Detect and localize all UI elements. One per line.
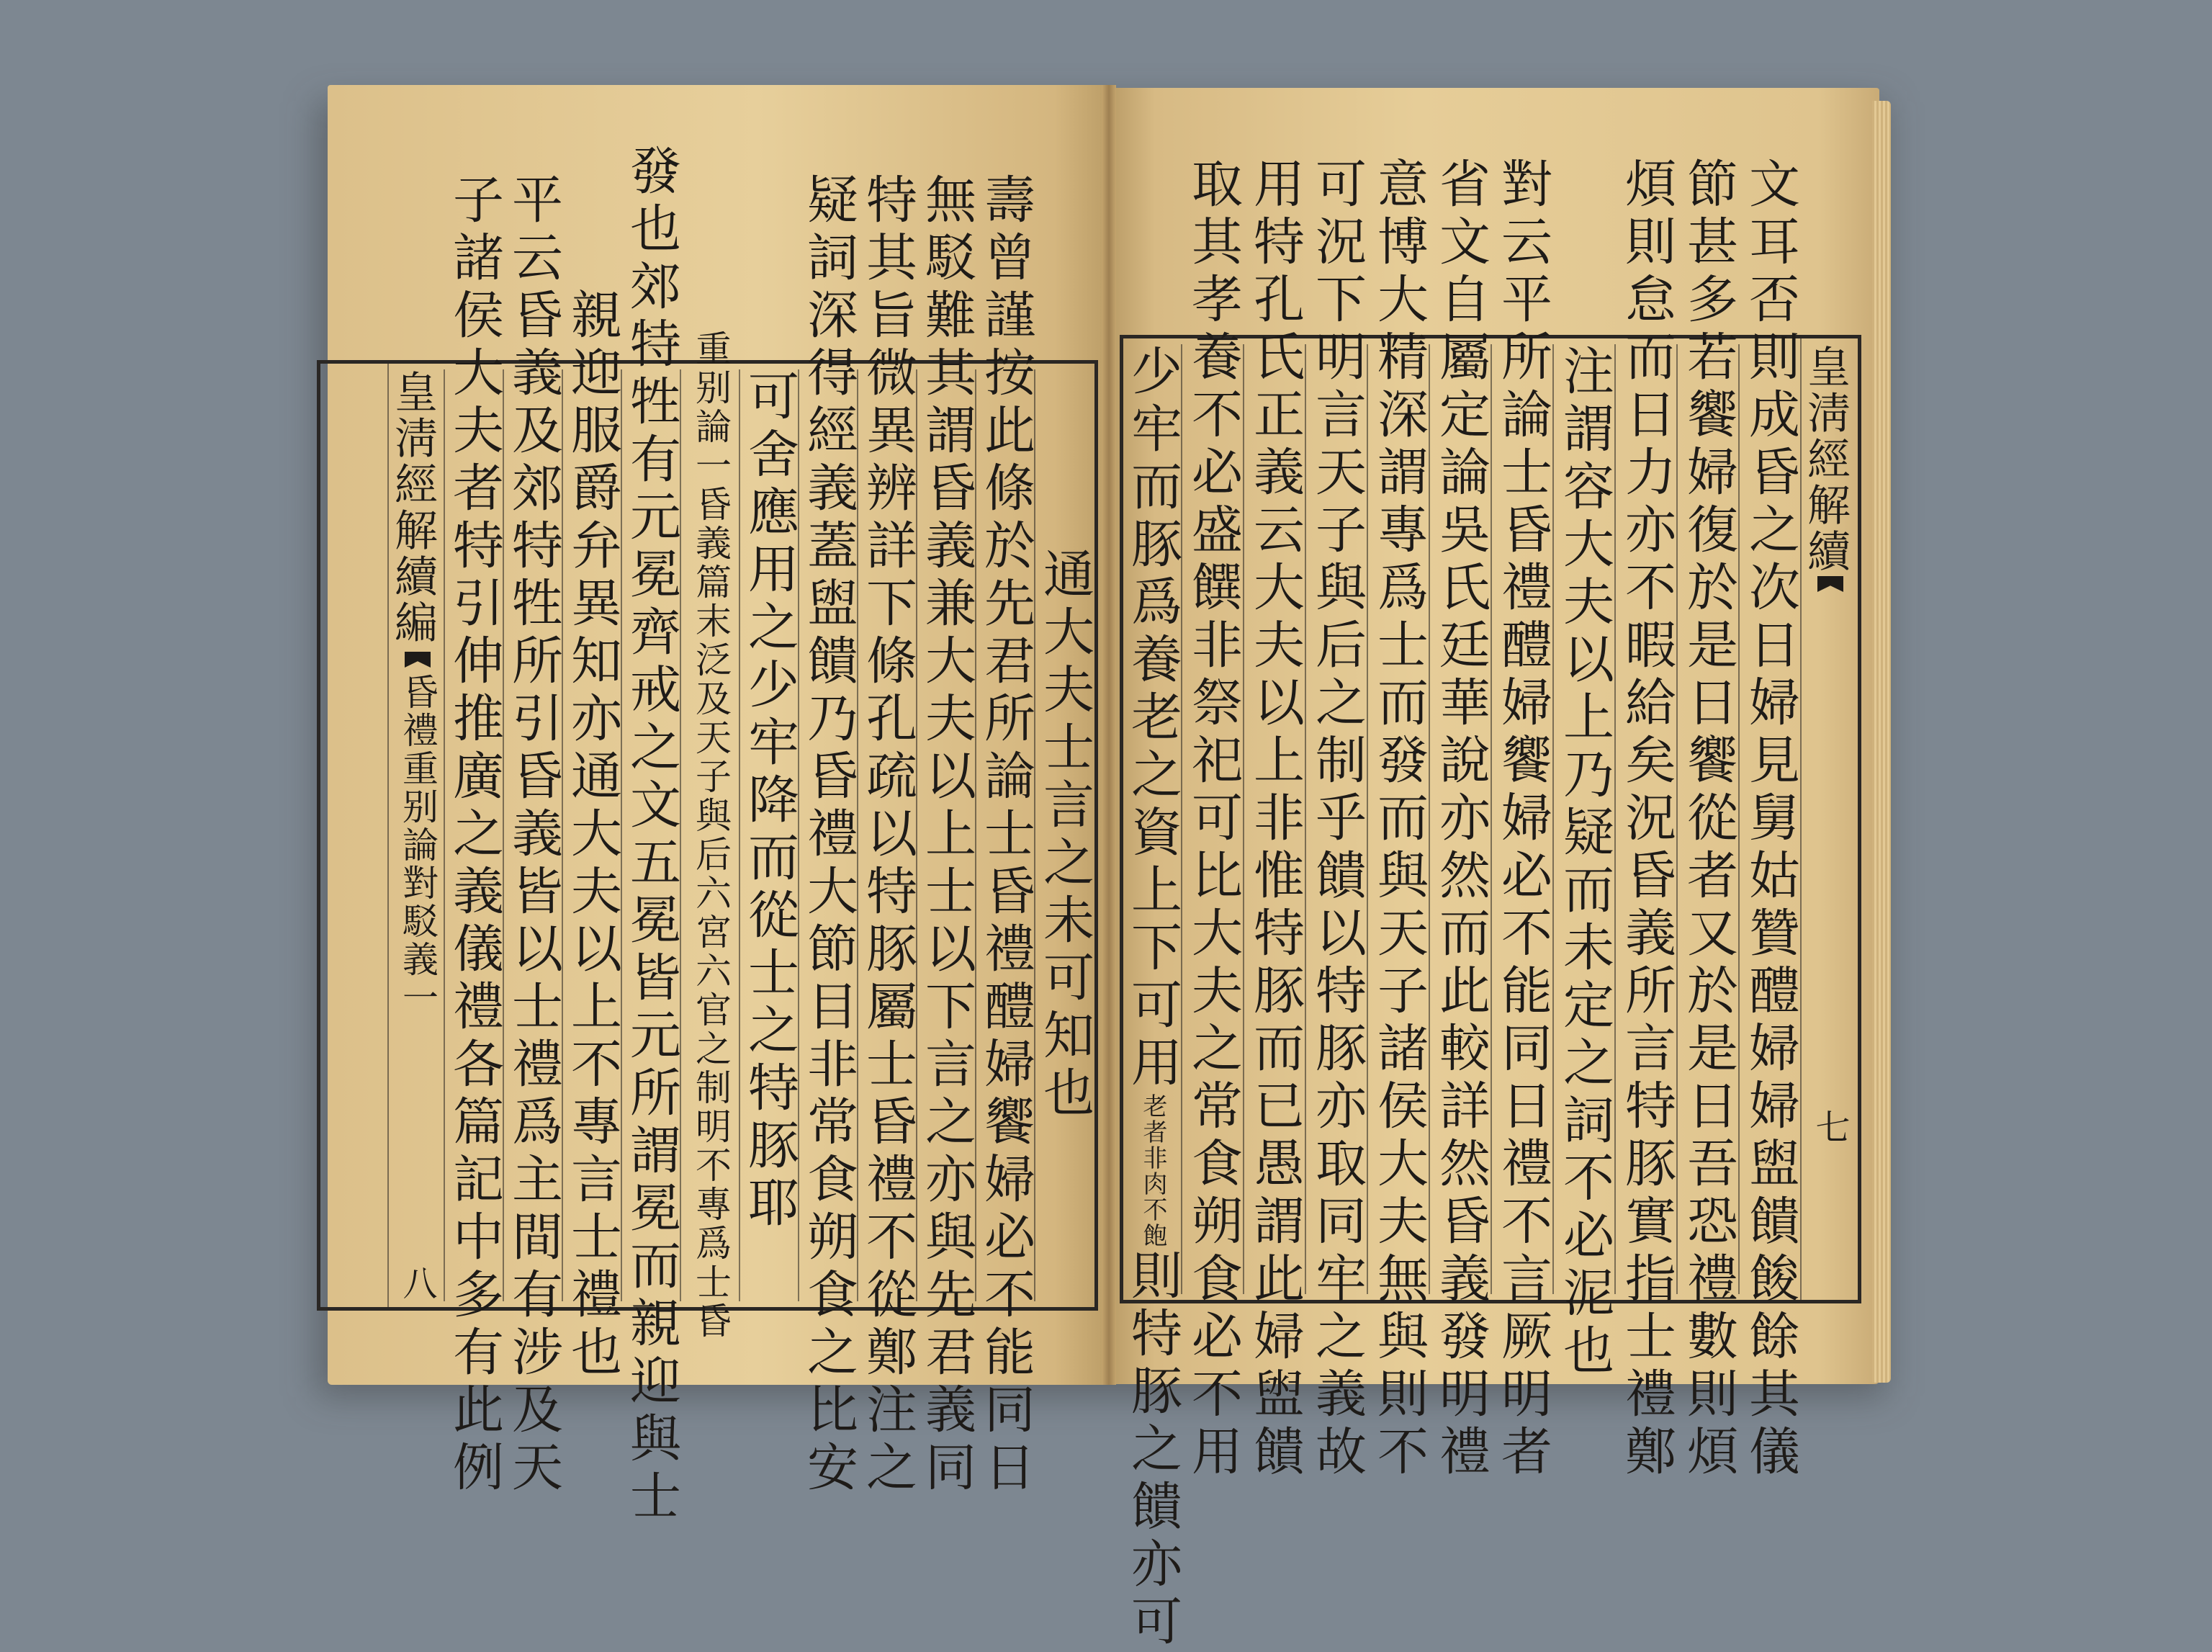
text-column-last xyxy=(1122,344,1183,1652)
text-column: 可舍應用之少牢降而從士之特豚耶 xyxy=(739,369,799,1301)
text-column: 對云平所論士昏禮醴婦饗婦必不能同日禮不言厥明者 xyxy=(1491,344,1554,1294)
interlinear-note: 老者非肉不飽 xyxy=(1138,1093,1167,1249)
text-column: 發也郊特牲有元冕齊戒之文五冕皆元所謂冕而親迎與士 xyxy=(621,144,682,1527)
text-column: 省文自屬定論吳氏廷華說亦然而此較詳然昏義發明禮 xyxy=(1429,344,1492,1294)
left-margin-strip xyxy=(387,364,445,1307)
text-column: 意博大精深謂專爲士而發而與天子諸侯大夫無與則不 xyxy=(1367,344,1430,1294)
text-column: 親迎服爵弁異知亦通大夫以上不專言士禮也 xyxy=(562,288,623,1383)
right-text-frame xyxy=(1120,156,1861,1652)
text-column: 可況下明言天子與后之制乎饋以特豚亦取同牢之義故 xyxy=(1305,344,1368,1294)
text-column: 煩則怠而日力亦不暇給矣況昏義所言特豚實指士禮鄭 xyxy=(1614,344,1678,1294)
text-column: 取其孝養不必盛饌非祭祀可比大夫之常食朔食必不用 xyxy=(1181,344,1244,1294)
text-column: 疑詞深得經義蓋盥饋乃昏禮大節目非常食朔食之比安 xyxy=(799,173,859,1498)
fishtail-mark xyxy=(405,652,431,668)
right-margin-strip xyxy=(1800,338,1858,1300)
text-column: 子諸侯大夫者特引伸推廣之義儀禮各篇記中多有此例 xyxy=(444,173,505,1498)
text-column: 節甚多若饗婦復於是日饗從者又於是日吾恐禮數則煩 xyxy=(1676,344,1740,1294)
book-gutter xyxy=(1102,85,1116,1385)
text-column: 特其旨微異辨詳下條孔疏以特豚屬士昏禮不從鄭注之 xyxy=(858,173,918,1498)
text-column: 通大夫士言之未可知也 xyxy=(1034,369,1094,1301)
page-stack-edge xyxy=(1872,101,1891,1383)
book-title: 皇淸經解續編 xyxy=(387,369,438,646)
text-column: 重别論一昏義篇末泛及天子與后六宮六官之制明不專爲士昏 xyxy=(680,369,740,1301)
book-title: 皇淸經解續 xyxy=(1800,344,1851,575)
text-column: 文耳否則成昏之次日婦見舅姑贊醴婦婦盥饋餕餘其儀 xyxy=(1738,344,1802,1294)
text-column: 無駁難其謂昏義兼大夫以上士以下言之亦與先君義同 xyxy=(917,173,977,1498)
left-text-frame xyxy=(317,144,1098,1527)
column-text-tail: 則特豚之饋亦可 xyxy=(1123,1249,1183,1652)
text-column: 壽曾謹按此條於先君所論士昏禮醴婦饗婦必不能同日 xyxy=(976,173,1036,1498)
column-text: 少牢而豚爲養老之資上下可用 xyxy=(1123,344,1183,1093)
page-number: 七 xyxy=(1809,1109,1850,1144)
section-title: 昏禮重别論對駁義一 xyxy=(397,673,439,1017)
page-number: 八 xyxy=(397,1265,437,1300)
text-column: 注謂容大夫以上乃疑而未定之詞不必泥也 xyxy=(1552,344,1616,1294)
fishtail-mark xyxy=(1817,576,1843,592)
text-column: 用特孔氏正義云大夫以上非惟特豚而已愚謂此婦盥饋 xyxy=(1243,344,1306,1294)
text-column: 平云昏義及郊特牲所引昏義皆以士禮爲主間有涉及天 xyxy=(503,173,564,1498)
